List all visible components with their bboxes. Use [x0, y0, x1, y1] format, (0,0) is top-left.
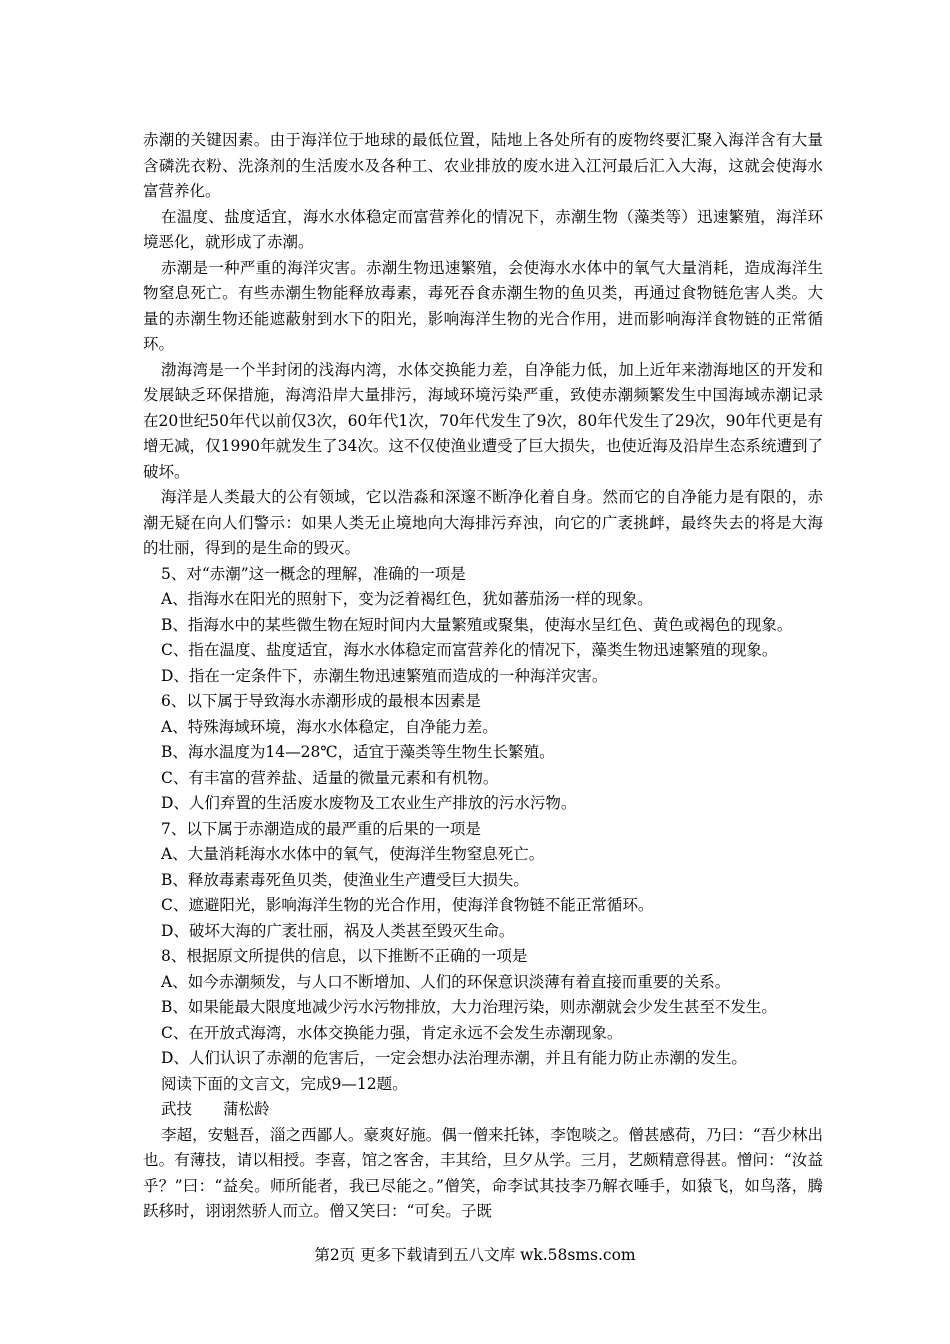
option-line: D、破坏大海的广袤壮丽，祸及人类甚至毁灭生命。	[161, 921, 515, 940]
option-line: A、指海水在阳光的照射下，变为泛着褐红色，犹如蕃茄汤一样的现象。	[161, 590, 653, 608]
question-line: 7、以下属于赤潮造成的最严重的后果的一项是	[161, 819, 481, 838]
question-line: 8、根据原文所提供的信息，以下推断不正确的一项是	[161, 947, 528, 965]
option-line: C、有丰富的营养盐、适量的微量元素和有机物。	[161, 768, 499, 787]
paragraph: 渤海湾是一个半封闭的浅海内湾，水体交换能力差，自净能力低，加上近年来渤海地区的开发和发展缺乏环保措施，海湾沿岸大量排污，海域环境污染严重，致使赤潮频繁发生中国海域赤潮记录在20世纪50年代以前仅3次，60年代1次，70年代发生了9次，80年代发生了29次，90年代更是有增无减，仅1990年就发生了34次。这不仅使渔业遭受了巨大损失，也使近海及沿岸生态系统遭到了破坏。	[143, 360, 823, 481]
document-body	[143, 128, 823, 1225]
option-line: A、如今赤潮频发，与人口不断增加、人们的环保意识淡薄有着直接而重要的关系。	[161, 972, 731, 991]
text-title: 武技 蒲松龄	[161, 1100, 270, 1118]
paragraph: 赤潮的关键因素。由于海洋位于地球的最低位置，陆地上各处所有的废物终要汇聚入海洋含有大量含磷洗衣粉、洗涤剂的生活废水及各种工、农业排放的废水进入江河最后汇入大海，这就会使海水富营养化。	[143, 131, 823, 200]
option-line: A、特殊海域环境，海水水体稳定，自净能力差。	[161, 717, 498, 736]
option-line: B、如果能最大限度地减少污水污物排放，大力治理污染，则赤潮就会少发生甚至不发生。	[161, 998, 777, 1016]
page-footer: 第2页 更多下载请到五八文库 wk.58sms.com	[314, 1246, 636, 1264]
option-line: B、海水温度为14—28℃，适宜于藻类等生物生长繁殖。	[161, 743, 555, 761]
option-line: D、人们弃置的生活废水废物及工农业生产排放的污水污物。	[161, 794, 577, 812]
option-line: B、释放毒素毒死鱼贝类，使渔业生产遭受巨大损失。	[161, 870, 529, 889]
question-line: 6、以下属于导致海水赤潮形成的最根本因素是	[161, 692, 481, 710]
option-line: C、指在温度、盐度适宜，海水水体稳定而富营养化的情况下，藻类生物迅速繁殖的现象。	[161, 641, 778, 659]
option-line: A、大量消耗海水水体中的氧气，使海洋生物窒息死亡。	[161, 845, 545, 863]
paragraph: 海洋是人类最大的公有领域，它以浩淼和深邃不断净化着自身。然而它的自净能力是有限的，赤潮无疑在向人们警示：如果人类无止境地向大海排污弃浊，向它的广袤挑衅，最终失去的将是大海的壮丽，得到的是生命的毁灭。	[143, 488, 823, 557]
option-line: D、人们认识了赤潮的危害后，一定会想办法治理赤潮，并且有能力防止赤潮的发生。	[161, 1049, 747, 1067]
paragraph: 在温度、盐度适宜，海水水体稳定而富营养化的情况下，赤潮生物（藻类等）迅速繁殖，海洋环境恶化，就形成了赤潮。	[143, 207, 823, 251]
option-line: C、遮避阳光，影响海洋生物的光合作用，使海洋食物链不能正常循环。	[161, 896, 654, 914]
option-line: C、在开放式海湾，水体交换能力强，肯定永远不会发生赤潮现象。	[161, 1023, 623, 1042]
classical-text: 李超，安魁吾，淄之西鄙人。豪爽好施。偶一僧来托钵，李饱啖之。僧甚感荷，乃曰：“吾少林出也。有薄技，请以相授。李喜，馆之客舍，丰其给，旦夕从学。三月，艺颇精意得甚。憎问：“汝益乎？”曰：“益矣。师所能者，我已尽能之。”僧笑，命李试其技李乃解衣唾手，如猿飞，如鸟落，腾跃移时，诩诩然骄人而立。僧又笑曰：“可矣。子既	[143, 1125, 823, 1220]
instruction-line: 阅读下面的文言文，完成9—12题。	[161, 1074, 408, 1093]
option-line: D、指在一定条件下，赤潮生物迅速繁殖而造成的一种海洋灾害。	[161, 666, 608, 685]
paragraph: 赤潮是一种严重的海洋灾害。赤潮生物迅速繁殖，会使海水水体中的氧气大量消耗，造成海洋生物窒息死亡。有些赤潮生物能释放毒素，毒死吞食赤潮生物的鱼贝类，再通过食物链危害人类。大量的赤潮生物还能遮蔽射到水下的阳光，影响海洋生物的光合作用，进而影响海洋食物链的正常循环。	[143, 258, 823, 353]
question-line: 5、对“赤潮”这一概念的理解，准确的一项是	[161, 564, 466, 583]
option-line: B、指海水中的某些微生物在短时间内大量繁殖或聚集，使海水呈红色、黄色或褐色的现象。	[161, 615, 793, 634]
